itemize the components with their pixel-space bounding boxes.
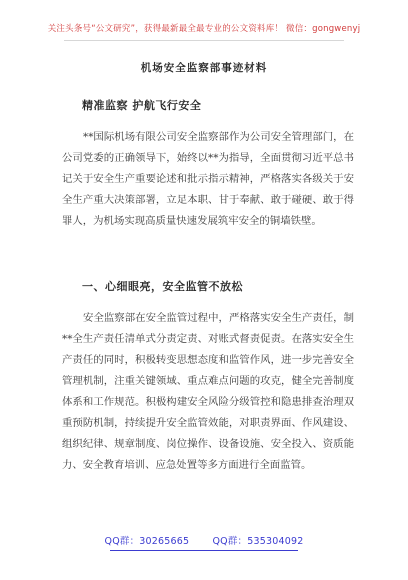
qq-group-2: QQ群：535304092 — [212, 536, 304, 547]
footer-divider — [110, 550, 298, 551]
section-paragraph-1 — [62, 127, 354, 232]
footer-contacts — [0, 533, 408, 547]
promo-banner: 关注头条号“公文研究”，获得最新最全最专业的公文资料库！ 微信：gongwenyj — [47, 24, 361, 34]
header-divider — [64, 40, 344, 41]
section-paragraph-2 — [62, 308, 354, 476]
section-heading-2: 一、心细眼亮，安全监管不放松 — [82, 280, 243, 293]
section-heading-1: 精准监察 护航飞行安全 — [82, 99, 202, 112]
paragraph-text-2: 安全监察部在安全监管过程中，严格落实安全生产责任，制**全生产责任清单式分责定责、对账式督责促责。在落实安全生产责任的同时，积极转变思想态度和监管作风，进一步完善安全管理机制，注重关键领域、重点难点问题的攻克，健全完善制度体系和工作规范。积极构建安全风险分级管控和隐患排查治理双重预防机制，持续提升安全监管效能，对职责界面、作风建设、组织纪律、规章制度、岗位操作、设备设施、安全投入、资质能力、安全教育培训、应急处置等多方面进行全面监管。 — [62, 312, 354, 471]
document-title: 机场安全监察部事迹材料 — [140, 62, 268, 74]
paragraph-text-1: **国际机场有限公司安全监察部作为公司安全管理部门，在公司党委的正确领导下，始终以**为指导，全面贯彻习近平总书记关于安全生产重要论述和批示指示精神，严格落实各级关于安全生产重大决策部署，立足本职、甘于奉献、敢于碰硬、敢于得罪人，为机场实现高质量快速发展筑牢安全的铜墙铁壁。 — [62, 131, 354, 227]
qq-group-1: QQ群：30265665 — [104, 536, 190, 547]
